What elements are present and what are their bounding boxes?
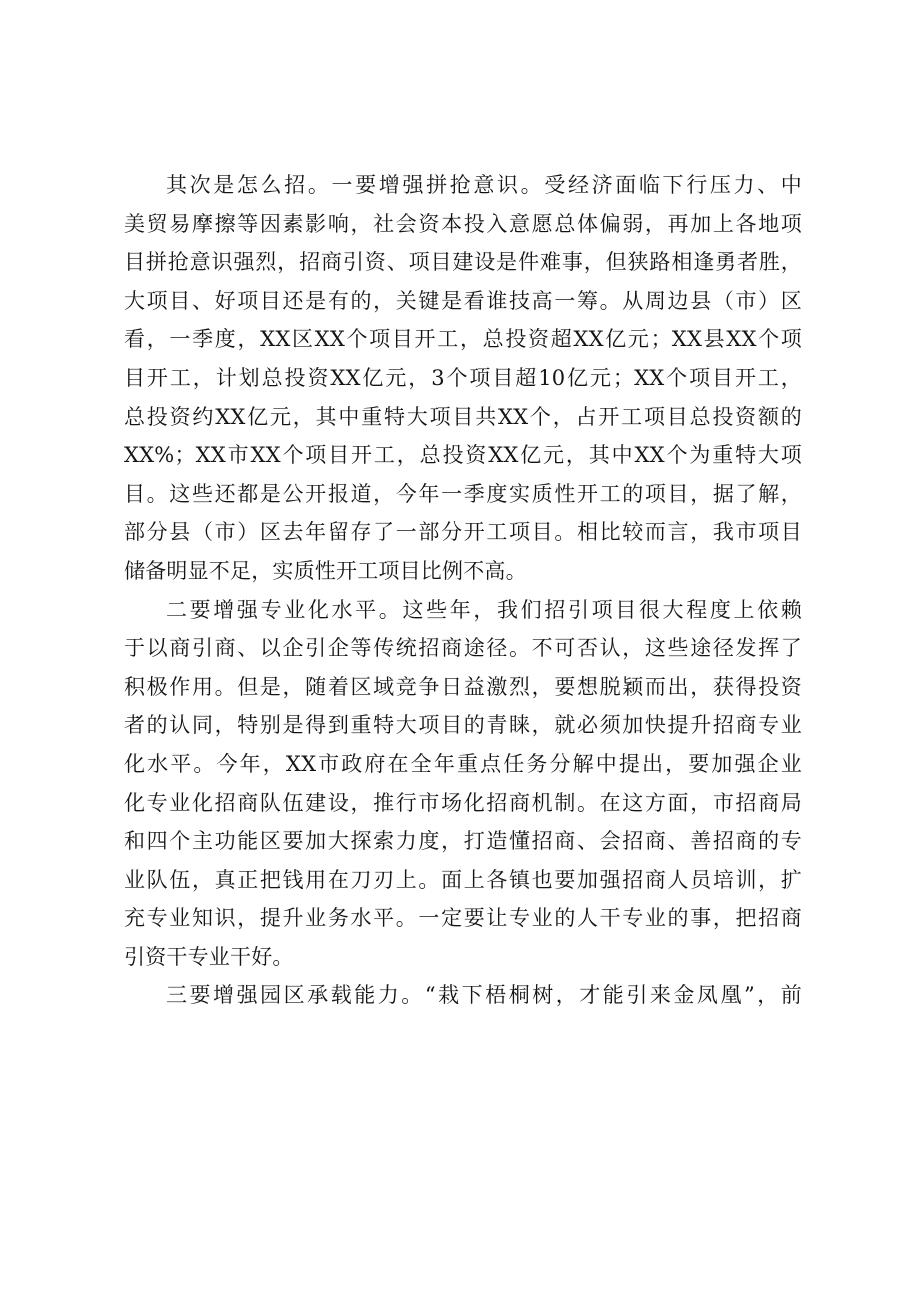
text-line: XX%；XX市XX个项目开工，总投资XX亿元，其中XX个为重特大项 [124, 443, 802, 468]
text-line: 其次是怎么招。一要增强拼抢意识。受经济面临下行压力、中 [166, 173, 802, 197]
text-line: 业队伍，真正把钱用在刀刃上。面上各镇也要加强招商人员培训，扩 [124, 867, 802, 892]
text-line: 三要增强园区承载能力。“栽下梧桐树，才能引来金凤凰”，前 [166, 983, 802, 1008]
text-line: 者的认同，特别是得到重特大项目的青睐，就必须加快提升招商专业 [124, 713, 802, 738]
paragraph [124, 166, 802, 591]
text-line: 引资干专业干好。 [124, 944, 294, 969]
text-line: 目开工，计划总投资XX亿元，3个项目超10亿元；XX个项目开工， [124, 365, 802, 390]
text-line: 美贸易摩擦等因素影响，社会资本投入意愿总体偏弱，再加上各地项 [124, 211, 802, 236]
text-line: 和四个主功能区要加大探索力度，打造懂招商、会招商、善招商的专 [124, 829, 802, 854]
paragraph [124, 591, 802, 977]
text-line: 看，一季度，XX区XX个项目开工，总投资超XX亿元；XX县XX个项 [124, 327, 802, 352]
text-line: 储备明显不足，实质性开工项目比例不高。 [124, 558, 527, 583]
text-line: 于以商引商、以企引企等传统招商途径。不可否认，这些途径发挥了 [124, 636, 802, 661]
text-line: 部分县（市）区去年留存了一部分开工项目。相比较而言，我市项目 [124, 520, 802, 545]
text-line: 化水平。今年，XX市政府在全年重点任务分解中提出，要加强企业 [124, 751, 802, 776]
text-line: 二要增强专业化水平。这些年，我们招引项目很大程度上依赖 [166, 597, 802, 622]
text-line: 积极作用。但是，随着区域竞争日益激烈，要想脱颖而出，获得投资 [124, 674, 802, 699]
text-line: 目。这些还都是公开报道，今年一季度实质性开工的项目，据了解， [124, 481, 802, 506]
text-line: 化专业化招商队伍建设，推行市场化招商机制。在这方面，市招商局 [124, 790, 802, 815]
paragraph [124, 976, 802, 1015]
text-line: 大项目、好项目还是有的，关键是看谁技高一筹。从周边县（市）区 [124, 288, 802, 313]
text-line: 充专业知识，提升业务水平。一定要让专业的人干专业的事，把招商 [124, 906, 802, 931]
text-line: 目拼抢意识强烈，招商引资、项目建设是件难事，但狭路相逢勇者胜， [124, 250, 802, 275]
text-line: 总投资约XX亿元，其中重特大项目共XX个，占开工项目总投资额的 [124, 404, 802, 429]
document-body [124, 166, 802, 1015]
